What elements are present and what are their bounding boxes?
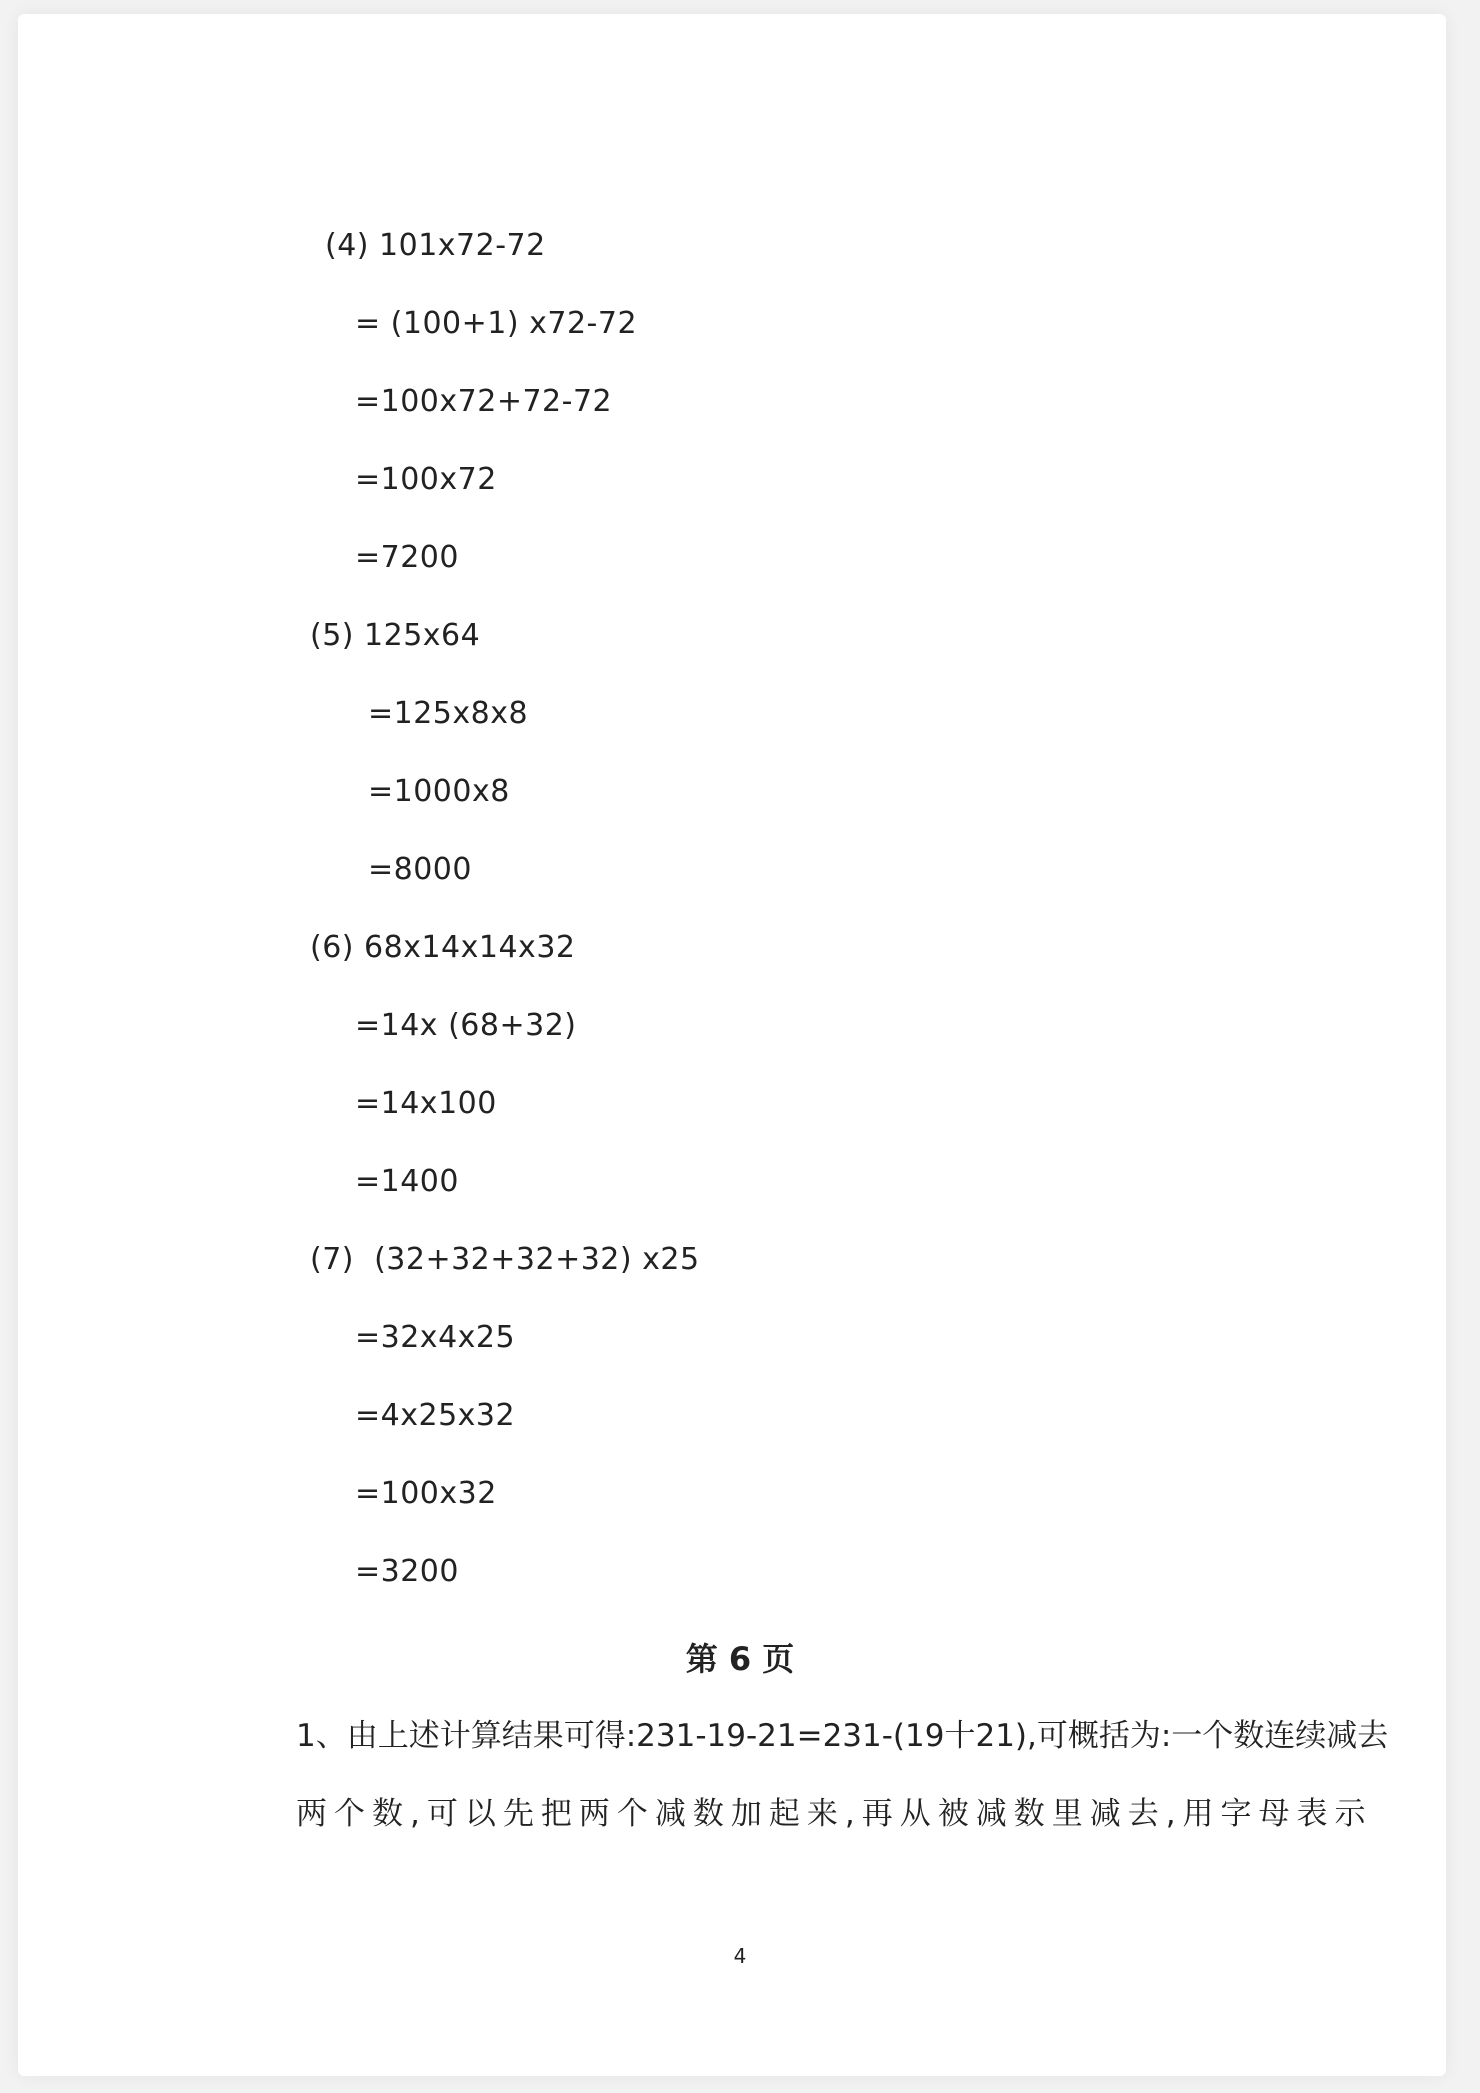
problem-4-step-2: =100x72+72-72 (355, 384, 613, 419)
problem-7-step-2: =4x25x32 (355, 1398, 516, 1433)
problem-6-label: (6) 68x14x14x32 (310, 930, 576, 965)
problem-6-step-3: =1400 (355, 1164, 459, 1199)
problem-4-step-3: =100x72 (355, 462, 497, 497)
paragraph-line-1: 1、由上述计算结果可得:231-19-21=231-(19十21),可概括为:一个数连续减去 (296, 1718, 1389, 1754)
problem-7-step-1: =32x4x25 (355, 1320, 516, 1355)
problem-5-label: (5) 125x64 (310, 618, 481, 653)
problem-7-step-4: =3200 (355, 1554, 459, 1589)
problem-6-step-2: =14x100 (355, 1086, 497, 1121)
document-page (18, 14, 1446, 2076)
section-heading: 第 6 页 (685, 1640, 795, 1678)
problem-4-step-4: =7200 (355, 540, 459, 575)
paragraph-line-2: 两个数,可以先把两个减数加起来,再从被减数里减去,用字母表示 (296, 1796, 1373, 1832)
page-number: 4 (733, 1944, 747, 1968)
problem-4-step-1: = (100+1) x72-72 (355, 306, 638, 341)
problem-5-step-3: =8000 (368, 852, 472, 887)
problem-5-step-2: =1000x8 (368, 774, 510, 809)
problem-4-label: (4) 101x72-72 (325, 228, 546, 263)
problem-7-step-3: =100x32 (355, 1476, 497, 1511)
problem-6-step-1: =14x (68+32) (355, 1008, 577, 1043)
problem-5-step-1: =125x8x8 (368, 696, 529, 731)
problem-7-label: (7) (32+32+32+32) x25 (310, 1242, 700, 1277)
